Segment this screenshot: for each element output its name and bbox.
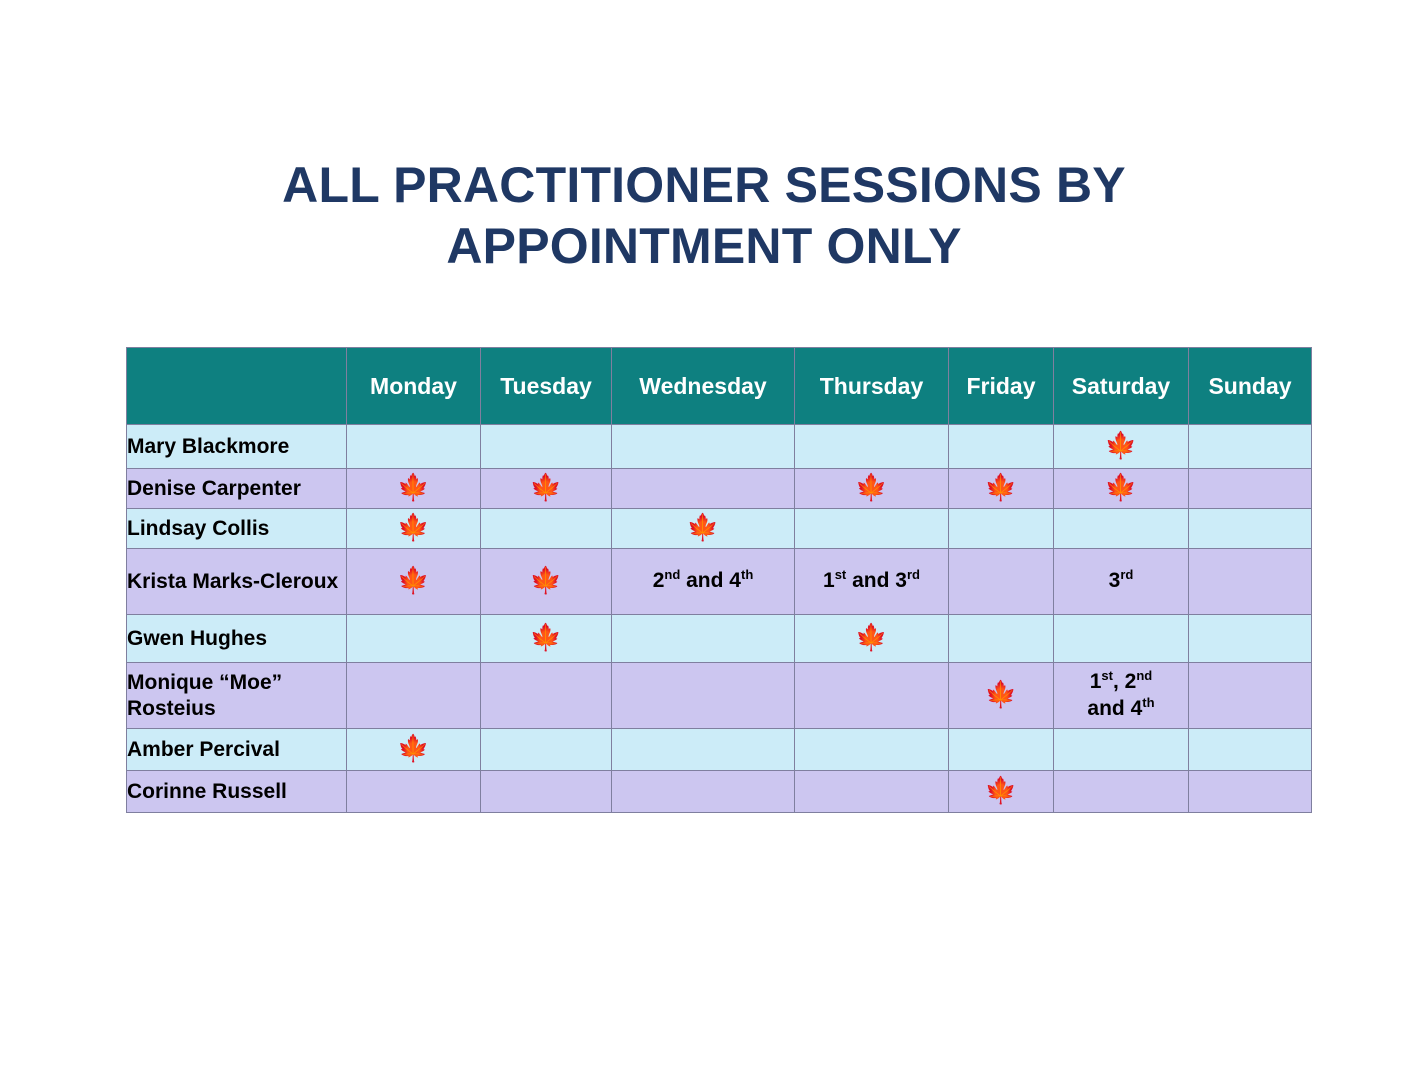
page-title-line-1: ALL PRACTITIONER SESSIONS BY — [282, 157, 1126, 213]
maple-leaf-icon: 🍁 — [1104, 429, 1138, 460]
cell-gwen-hughes-thursday — [795, 615, 949, 663]
cell-amber-percival-thursday — [795, 729, 949, 771]
cell-corinne-russell-sunday — [1189, 771, 1312, 813]
cell-mary-blackmore-thursday — [795, 425, 949, 469]
cell-krista-marks-cleroux-friday — [949, 549, 1054, 615]
cell-monique-moe-rosteius-tuesday — [481, 663, 612, 729]
row-label-mary-blackmore: Mary Blackmore — [127, 425, 347, 469]
cell-krista-marks-cleroux-sunday — [1189, 549, 1312, 615]
cell-amber-percival-monday — [347, 729, 481, 771]
row-label-amber-percival: Amber Percival — [127, 729, 347, 771]
table-row — [127, 615, 1312, 663]
cell-monique-moe-rosteius-wednesday — [612, 663, 795, 729]
cell-amber-percival-tuesday — [481, 729, 612, 771]
cell-corinne-russell-wednesday — [612, 771, 795, 813]
cell-amber-percival-friday — [949, 729, 1054, 771]
cell-corinne-russell-monday — [347, 771, 481, 813]
table-row — [127, 549, 1312, 615]
page-title — [0, 155, 1408, 277]
maple-leaf-icon: 🍁 — [1104, 471, 1138, 502]
maple-leaf-icon: 🍁 — [855, 621, 888, 652]
page-title-line-2: APPOINTMENT ONLY — [446, 218, 962, 274]
cell-lindsay-collis-friday — [949, 509, 1054, 549]
cell-krista-marks-cleroux-tuesday — [481, 549, 612, 615]
column-header-monday: Monday — [347, 348, 481, 425]
cell-krista-marks-cleroux-thursday: 1st and 3rd — [795, 549, 949, 615]
maple-leaf-icon: 🍁 — [529, 564, 563, 595]
row-label-monique-moe-rosteius: Monique “Moe” Rosteius — [127, 663, 347, 729]
row-label-denise-carpenter: Denise Carpenter — [127, 469, 347, 509]
cell-lindsay-collis-sunday — [1189, 509, 1312, 549]
cell-mary-blackmore-wednesday — [612, 425, 795, 469]
cell-gwen-hughes-tuesday — [481, 615, 612, 663]
row-label-lindsay-collis: Lindsay Collis — [127, 509, 347, 549]
column-header-friday: Friday — [949, 348, 1054, 425]
cell-denise-carpenter-saturday — [1054, 469, 1189, 509]
cell-mary-blackmore-friday — [949, 425, 1054, 469]
cell-monique-moe-rosteius-thursday — [795, 663, 949, 729]
table-row — [127, 425, 1312, 469]
column-header-thursday: Thursday — [795, 348, 949, 425]
header-corner — [127, 348, 347, 425]
table-body — [127, 425, 1312, 813]
maple-leaf-icon: 🍁 — [855, 471, 888, 502]
maple-leaf-icon: 🍁 — [984, 678, 1018, 709]
maple-leaf-icon: 🍁 — [397, 471, 430, 502]
table-header — [127, 348, 1312, 425]
cell-denise-carpenter-monday — [347, 469, 481, 509]
table-row — [127, 509, 1312, 549]
cell-lindsay-collis-wednesday — [612, 509, 795, 549]
row-label-corinne-russell: Corinne Russell — [127, 771, 347, 813]
cell-mary-blackmore-monday — [347, 425, 481, 469]
cell-monique-moe-rosteius-friday — [949, 663, 1054, 729]
cell-monique-moe-rosteius-sunday — [1189, 663, 1312, 729]
cell-amber-percival-wednesday — [612, 729, 795, 771]
cell-lindsay-collis-tuesday — [481, 509, 612, 549]
row-label-krista-marks-cleroux: Krista Marks-Cleroux — [127, 549, 347, 615]
cell-lindsay-collis-monday — [347, 509, 481, 549]
cell-denise-carpenter-thursday — [795, 469, 949, 509]
maple-leaf-icon: 🍁 — [529, 471, 563, 502]
table-row — [127, 729, 1312, 771]
maple-leaf-icon: 🍁 — [397, 511, 430, 542]
cell-krista-marks-cleroux-saturday: 3rd — [1054, 549, 1189, 615]
column-header-tuesday: Tuesday — [481, 348, 612, 425]
cell-corinne-russell-saturday — [1054, 771, 1189, 813]
cell-denise-carpenter-friday — [949, 469, 1054, 509]
cell-gwen-hughes-monday — [347, 615, 481, 663]
cell-lindsay-collis-saturday — [1054, 509, 1189, 549]
cell-krista-marks-cleroux-monday — [347, 549, 481, 615]
cell-mary-blackmore-tuesday — [481, 425, 612, 469]
cell-gwen-hughes-sunday — [1189, 615, 1312, 663]
table-row — [127, 771, 1312, 813]
cell-corinne-russell-thursday — [795, 771, 949, 813]
schedule-table-container — [126, 347, 1292, 813]
cell-lindsay-collis-thursday — [795, 509, 949, 549]
maple-leaf-icon: 🍁 — [984, 774, 1018, 805]
cell-krista-marks-cleroux-wednesday: 2nd and 4th — [612, 549, 795, 615]
maple-leaf-icon: 🍁 — [397, 564, 430, 595]
column-header-sunday: Sunday — [1189, 348, 1312, 425]
cell-amber-percival-saturday — [1054, 729, 1189, 771]
cell-corinne-russell-friday — [949, 771, 1054, 813]
cell-denise-carpenter-tuesday — [481, 469, 612, 509]
table-row — [127, 469, 1312, 509]
cell-amber-percival-sunday — [1189, 729, 1312, 771]
maple-leaf-icon: 🍁 — [686, 511, 720, 542]
maple-leaf-icon: 🍁 — [397, 732, 430, 763]
maple-leaf-icon: 🍁 — [529, 621, 563, 652]
cell-mary-blackmore-sunday — [1189, 425, 1312, 469]
cell-gwen-hughes-saturday — [1054, 615, 1189, 663]
cell-monique-moe-rosteius-saturday: 1st, 2nd and 4th — [1054, 663, 1189, 729]
cell-gwen-hughes-wednesday — [612, 615, 795, 663]
cell-mary-blackmore-saturday — [1054, 425, 1189, 469]
cell-gwen-hughes-friday — [949, 615, 1054, 663]
column-header-wednesday: Wednesday — [612, 348, 795, 425]
cell-denise-carpenter-wednesday — [612, 469, 795, 509]
row-label-gwen-hughes: Gwen Hughes — [127, 615, 347, 663]
maple-leaf-icon: 🍁 — [984, 471, 1018, 502]
cell-monique-moe-rosteius-monday — [347, 663, 481, 729]
column-header-saturday: Saturday — [1054, 348, 1189, 425]
header-row — [127, 348, 1312, 425]
table-row — [127, 663, 1312, 729]
cell-denise-carpenter-sunday — [1189, 469, 1312, 509]
cell-corinne-russell-tuesday — [481, 771, 612, 813]
schedule-table — [126, 347, 1312, 813]
